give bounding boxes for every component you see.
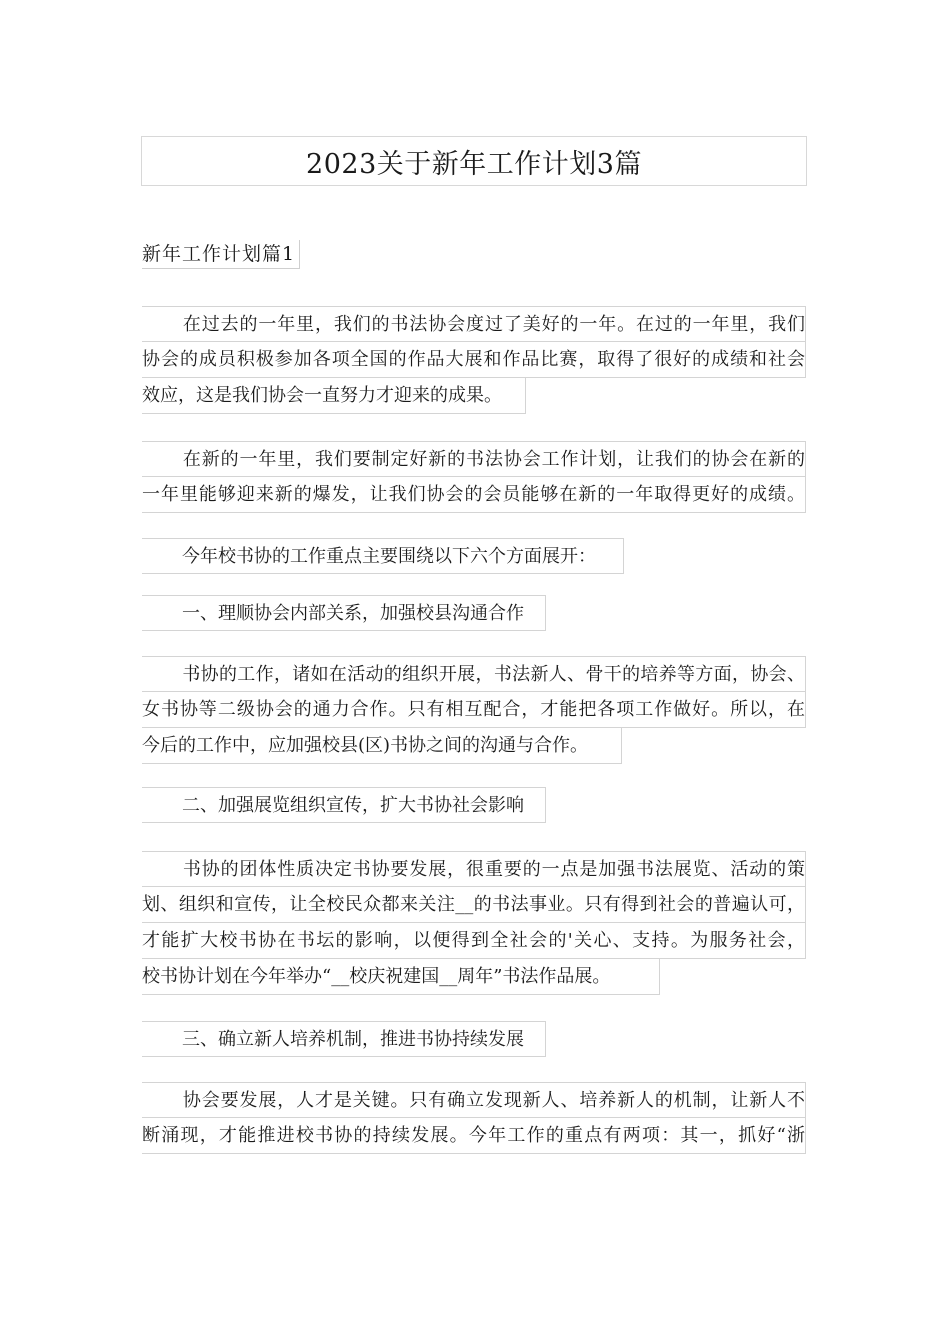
paragraph-line: 在新的一年里，我们要制定好新的书法协会工作计划，让我们的协会在新的 — [142, 441, 806, 477]
subheading: 二、加强展览组织宣传，扩大书协社会影响 — [142, 787, 546, 823]
paragraph-line: 书协的团体性质决定书协要发展，很重要的一点是加强书法展览、活动的策 — [142, 851, 806, 887]
paragraph-line: 今后的工作中，应加强校县(区)书协之间的沟通与合作。 — [142, 728, 622, 764]
paragraph-line: 一年里能够迎来新的爆发，让我们协会的会员能够在新的一年取得更好的成绩。 — [142, 477, 806, 513]
paragraph-line: 划、组织和宣传，让全校民众都来关注__的书法事业。只有得到社会的普遍认可， — [142, 887, 806, 923]
section-heading: 新年工作计划篇1 — [142, 240, 300, 269]
paragraph-line: 女书协等二级协会的通力合作。只有相互配合，才能把各项工作做好。所以，在 — [142, 692, 806, 728]
paragraph-line: 协会要发展，人才是关键。只有确立发现新人、培养新人的机制，让新人不 — [142, 1082, 806, 1118]
document-title-text: 2023关于新年工作计划3篇 — [306, 148, 642, 180]
document-title — [141, 136, 807, 186]
paragraph-line: 协会的成员积极参加各项全国的作品大展和作品比赛，取得了很好的成绩和社会 — [142, 342, 806, 378]
paragraph-line: 在过去的一年里，我们的书法协会度过了美好的一年。在过的一年里，我们 — [142, 306, 806, 342]
paragraph-line: 校书协计划在今年举办“__校庆祝建国__周年”书法作品展。 — [142, 959, 660, 995]
paragraph-line: 书协的工作，诸如在活动的组织开展，书法新人、骨干的培养等方面，协会、 — [142, 656, 806, 692]
paragraph-line: 今年校书协的工作重点主要围绕以下六个方面展开： — [142, 538, 624, 574]
subheading: 一、理顺协会内部关系，加强校县沟通合作 — [142, 595, 546, 631]
paragraph-line: 效应，这是我们协会一直努力才迎来的成果。 — [142, 378, 526, 414]
paragraph-line: 才能扩大校书协在书坛的影响，以便得到全社会的'关心、支持。为服务社会， — [142, 923, 806, 959]
paragraph-line: 断涌现，才能推进校书协的持续发展。今年工作的重点有两项：其一，抓好“浙 — [142, 1118, 806, 1154]
subheading: 三、确立新人培养机制，推进书协持续发展 — [142, 1021, 546, 1057]
